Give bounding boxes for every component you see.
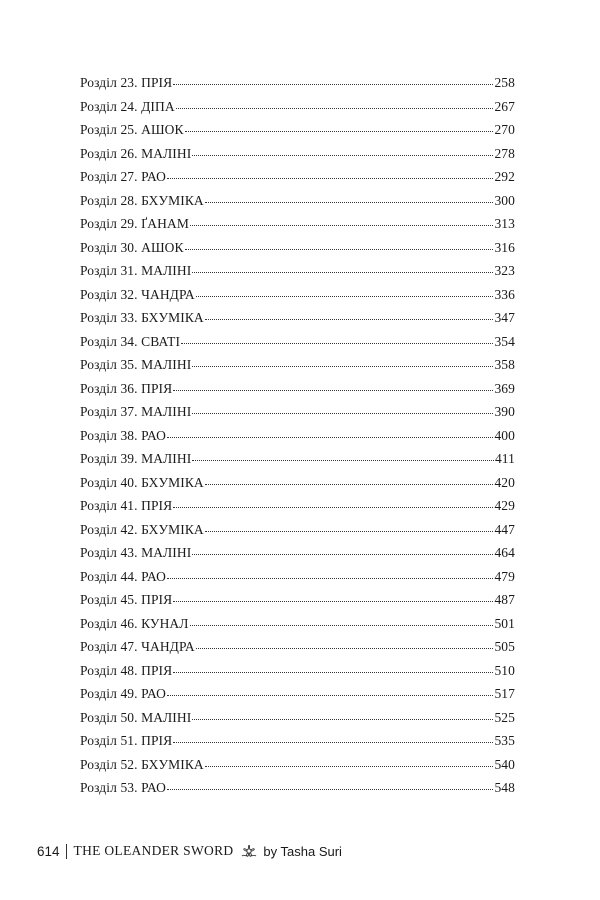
toc-entry-page: 420 xyxy=(494,474,515,490)
dot-leader xyxy=(192,553,493,555)
toc-entry-page: 501 xyxy=(494,615,515,631)
toc-entry-title: Розділ 27. РАО xyxy=(80,169,166,184)
toc-entry-title: Розділ 28. БХУМІКА xyxy=(80,192,204,208)
dot-leader xyxy=(196,295,494,297)
dot-leader xyxy=(176,107,494,109)
toc-entry-page: 479 xyxy=(494,568,515,584)
toc-entry-page: 525 xyxy=(494,709,515,725)
dot-leader xyxy=(167,694,493,696)
toc-entry-title: Розділ 44. РАО xyxy=(80,568,166,584)
toc-entry-title: Розділ 52. БХУМІКА xyxy=(80,756,204,772)
toc-entry-page: 548 xyxy=(494,780,515,795)
dot-leader xyxy=(192,271,493,273)
flower-ornament-icon xyxy=(239,842,259,860)
toc-entry-title: Розділ 35. МАЛІНІ xyxy=(80,357,192,372)
toc-entry-title: Розділ 32. ЧАНДРА xyxy=(80,286,195,302)
dot-leader xyxy=(205,201,494,203)
dot-leader xyxy=(190,224,494,226)
toc-entry xyxy=(80,263,515,287)
author-name: by Tasha Suri xyxy=(263,843,342,859)
toc-entry xyxy=(80,428,515,452)
toc-entry-title: Розділ 49. РАО xyxy=(80,686,166,701)
toc-entry xyxy=(80,193,515,217)
toc-entry xyxy=(80,404,515,428)
page-footer xyxy=(37,842,342,860)
toc-entry xyxy=(80,780,515,804)
toc-entry xyxy=(80,592,515,616)
toc-entry-page: 510 xyxy=(494,662,515,678)
toc-entry-title: Розділ 34. СВАТІ xyxy=(80,333,181,349)
dot-leader xyxy=(196,647,494,649)
toc-entry xyxy=(80,663,515,687)
toc-entry-page: 323 xyxy=(494,263,515,278)
toc-entry-title: Розділ 50. МАЛІНІ xyxy=(80,709,192,725)
toc-entry-title: Розділ 53. РАО xyxy=(80,780,166,795)
toc-entry xyxy=(80,381,515,405)
dot-leader xyxy=(167,788,493,790)
toc-entry-title: Розділ 43. МАЛІНІ xyxy=(80,545,192,560)
toc-entry-page: 369 xyxy=(494,380,515,396)
toc-entry xyxy=(80,639,515,663)
toc-entry xyxy=(80,686,515,710)
toc-entry-page: 447 xyxy=(494,521,515,537)
dot-leader xyxy=(205,483,494,485)
dot-leader xyxy=(173,389,493,391)
toc-entry-page: 487 xyxy=(494,592,515,607)
toc-entry-title: Розділ 51. ПРІЯ xyxy=(80,733,173,748)
toc-entry-page: 316 xyxy=(494,239,515,255)
dot-leader xyxy=(167,577,493,579)
toc-entry-title: Розділ 42. БХУМІКА xyxy=(80,521,204,537)
toc-entry-title: Розділ 24. ДІПА xyxy=(80,98,175,114)
toc-entry-page: 540 xyxy=(494,756,515,772)
toc-entry xyxy=(80,475,515,499)
toc-entry-page: 411 xyxy=(494,451,515,466)
dot-leader xyxy=(205,530,494,532)
toc-entry-page: 292 xyxy=(494,169,515,184)
toc-entry-page: 464 xyxy=(494,545,515,560)
toc-entry-page: 336 xyxy=(494,286,515,302)
book-title: THE OLEANDER SWORD xyxy=(73,843,234,858)
toc-entry-title: Розділ 30. АШОК xyxy=(80,239,184,255)
toc-entry-page: 535 xyxy=(494,733,515,748)
dot-leader xyxy=(192,154,493,156)
toc-entry xyxy=(80,75,515,99)
toc-entry-page: 354 xyxy=(494,333,515,349)
toc-entry-title: Розділ 36. ПРІЯ xyxy=(80,380,173,396)
dot-leader xyxy=(167,436,493,438)
toc-entry xyxy=(80,616,515,640)
table-of-contents xyxy=(80,75,515,804)
dot-leader xyxy=(173,506,493,508)
toc-entry-page: 400 xyxy=(494,427,515,443)
toc-entry-page: 347 xyxy=(494,310,515,325)
dot-leader xyxy=(192,718,493,720)
toc-entry xyxy=(80,522,515,546)
toc-entry-page: 300 xyxy=(494,192,515,208)
dot-leader xyxy=(190,624,494,626)
toc-entry xyxy=(80,287,515,311)
dot-leader xyxy=(173,671,493,673)
toc-entry-title: Розділ 26. МАЛІНІ xyxy=(80,145,192,161)
toc-entry-title: Розділ 39. МАЛІНІ xyxy=(80,451,192,466)
toc-entry-page: 517 xyxy=(494,686,515,701)
toc-entry xyxy=(80,169,515,193)
toc-entry xyxy=(80,99,515,123)
toc-entry-title: Розділ 37. МАЛІНІ xyxy=(80,404,192,419)
dot-leader xyxy=(181,342,493,344)
dot-leader xyxy=(205,318,494,320)
toc-entry-title: Розділ 29. ҐАНАМ xyxy=(80,216,189,231)
toc-entry-page: 258 xyxy=(494,75,515,90)
toc-entry-page: 358 xyxy=(494,357,515,372)
toc-entry xyxy=(80,334,515,358)
toc-entry xyxy=(80,733,515,757)
toc-entry xyxy=(80,710,515,734)
toc-entry xyxy=(80,757,515,781)
dot-leader xyxy=(192,365,493,367)
toc-entry-page: 505 xyxy=(494,639,515,654)
dot-leader xyxy=(185,130,494,132)
dot-leader xyxy=(167,177,493,179)
toc-entry-title: Розділ 40. БХУМІКА xyxy=(80,474,204,490)
dot-leader xyxy=(192,412,493,414)
toc-entry xyxy=(80,357,515,381)
toc-entry-title: Розділ 47. ЧАНДРА xyxy=(80,639,195,654)
toc-entry xyxy=(80,451,515,475)
dot-leader xyxy=(185,248,494,250)
toc-entry-page: 429 xyxy=(494,498,515,513)
toc-entry-title: Розділ 33. БХУМІКА xyxy=(80,310,204,325)
toc-entry-page: 390 xyxy=(494,404,515,419)
dot-leader xyxy=(192,459,494,461)
dot-leader xyxy=(173,83,493,85)
toc-entry-title: Розділ 23. ПРІЯ xyxy=(80,75,173,90)
toc-entry xyxy=(80,545,515,569)
dot-leader xyxy=(173,600,493,602)
footer-divider xyxy=(66,844,67,859)
toc-entry-page: 270 xyxy=(494,122,515,137)
toc-entry xyxy=(80,240,515,264)
toc-entry xyxy=(80,146,515,170)
toc-entry xyxy=(80,310,515,334)
toc-entry xyxy=(80,122,515,146)
toc-entry-page: 267 xyxy=(494,98,515,114)
toc-entry-title: Розділ 45. ПРІЯ xyxy=(80,592,173,607)
toc-entry-title: Розділ 48. ПРІЯ xyxy=(80,662,173,678)
toc-entry-title: Розділ 38. РАО xyxy=(80,427,166,443)
toc-entry-title: Розділ 41. ПРІЯ xyxy=(80,498,173,513)
dot-leader xyxy=(205,765,494,767)
toc-entry-page: 313 xyxy=(494,216,515,231)
toc-entry xyxy=(80,216,515,240)
toc-entry xyxy=(80,498,515,522)
toc-entry xyxy=(80,569,515,593)
page-number: 614 xyxy=(37,843,60,859)
toc-entry-title: Розділ 31. МАЛІНІ xyxy=(80,263,192,278)
toc-entry-page: 278 xyxy=(494,145,515,161)
toc-entry-title: Розділ 46. КУНАЛ xyxy=(80,615,189,631)
toc-entry-title: Розділ 25. АШОК xyxy=(80,122,184,137)
dot-leader xyxy=(173,741,493,743)
